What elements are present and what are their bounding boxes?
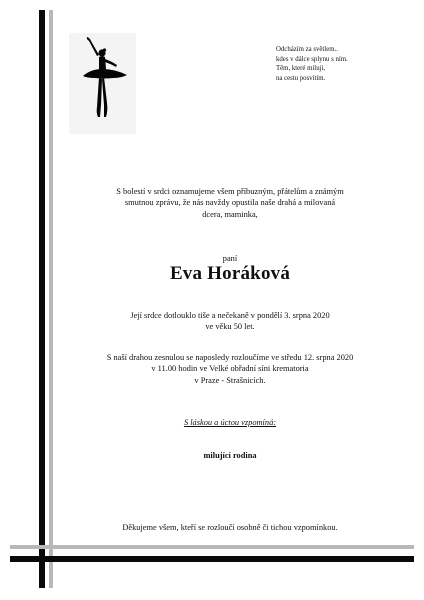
funeral-line: S naší drahou zesnulou se naposledy rozloučíme ve středu 12. srpna 2020	[106, 353, 354, 362]
deceased-name: Eva Horáková	[169, 263, 291, 284]
poem-line: kdes v dálce splynu s ním.	[276, 55, 348, 63]
frame-horizontal-gray-line	[10, 545, 414, 549]
family-signature: milující rodina	[203, 451, 257, 460]
death-notice	[60, 310, 400, 333]
funeral-line: v 11.00 hodin ve Velké obřadní síni krematoria	[151, 364, 309, 374]
remembrance-heading: S láskou a úctou vzpomíná:	[183, 418, 277, 427]
funeral-line: v Praze - Strašnicích.	[194, 375, 266, 385]
intro-line: smutnou zprávu, že nás navždy opustila naše drahá a milovaná	[124, 198, 336, 208]
intro-line: dcera, maminka,	[202, 209, 258, 219]
announcement-intro	[60, 186, 400, 220]
thanks-note: Děkujeme všem, kteří se rozloučí osobně či tichou vzpomínkou.	[122, 523, 338, 532]
frame-vertical-black-line	[39, 10, 45, 588]
honorific: paní	[222, 254, 238, 263]
poem-line: na cestu posvítím.	[276, 74, 326, 82]
funeral-info	[60, 352, 400, 386]
death-line: ve věku 50 let.	[205, 322, 255, 332]
frame-vertical-gray-line	[49, 10, 53, 588]
poem	[276, 45, 406, 83]
intro-line: S bolestí v srdci oznamujeme všem příbuzným, přátelům a známým	[116, 187, 344, 196]
poem-line: Těm, které miluji,	[276, 65, 326, 73]
ballerina-photo	[69, 33, 136, 134]
frame-horizontal-black-line	[10, 556, 414, 562]
poem-line: Odcházím za světlem..	[276, 46, 338, 53]
death-line: Její srdce dotlouklo tiše a nečekaně v pondělí 3. srpna 2020	[130, 311, 330, 320]
ballerina-silhouette-icon	[69, 33, 136, 134]
